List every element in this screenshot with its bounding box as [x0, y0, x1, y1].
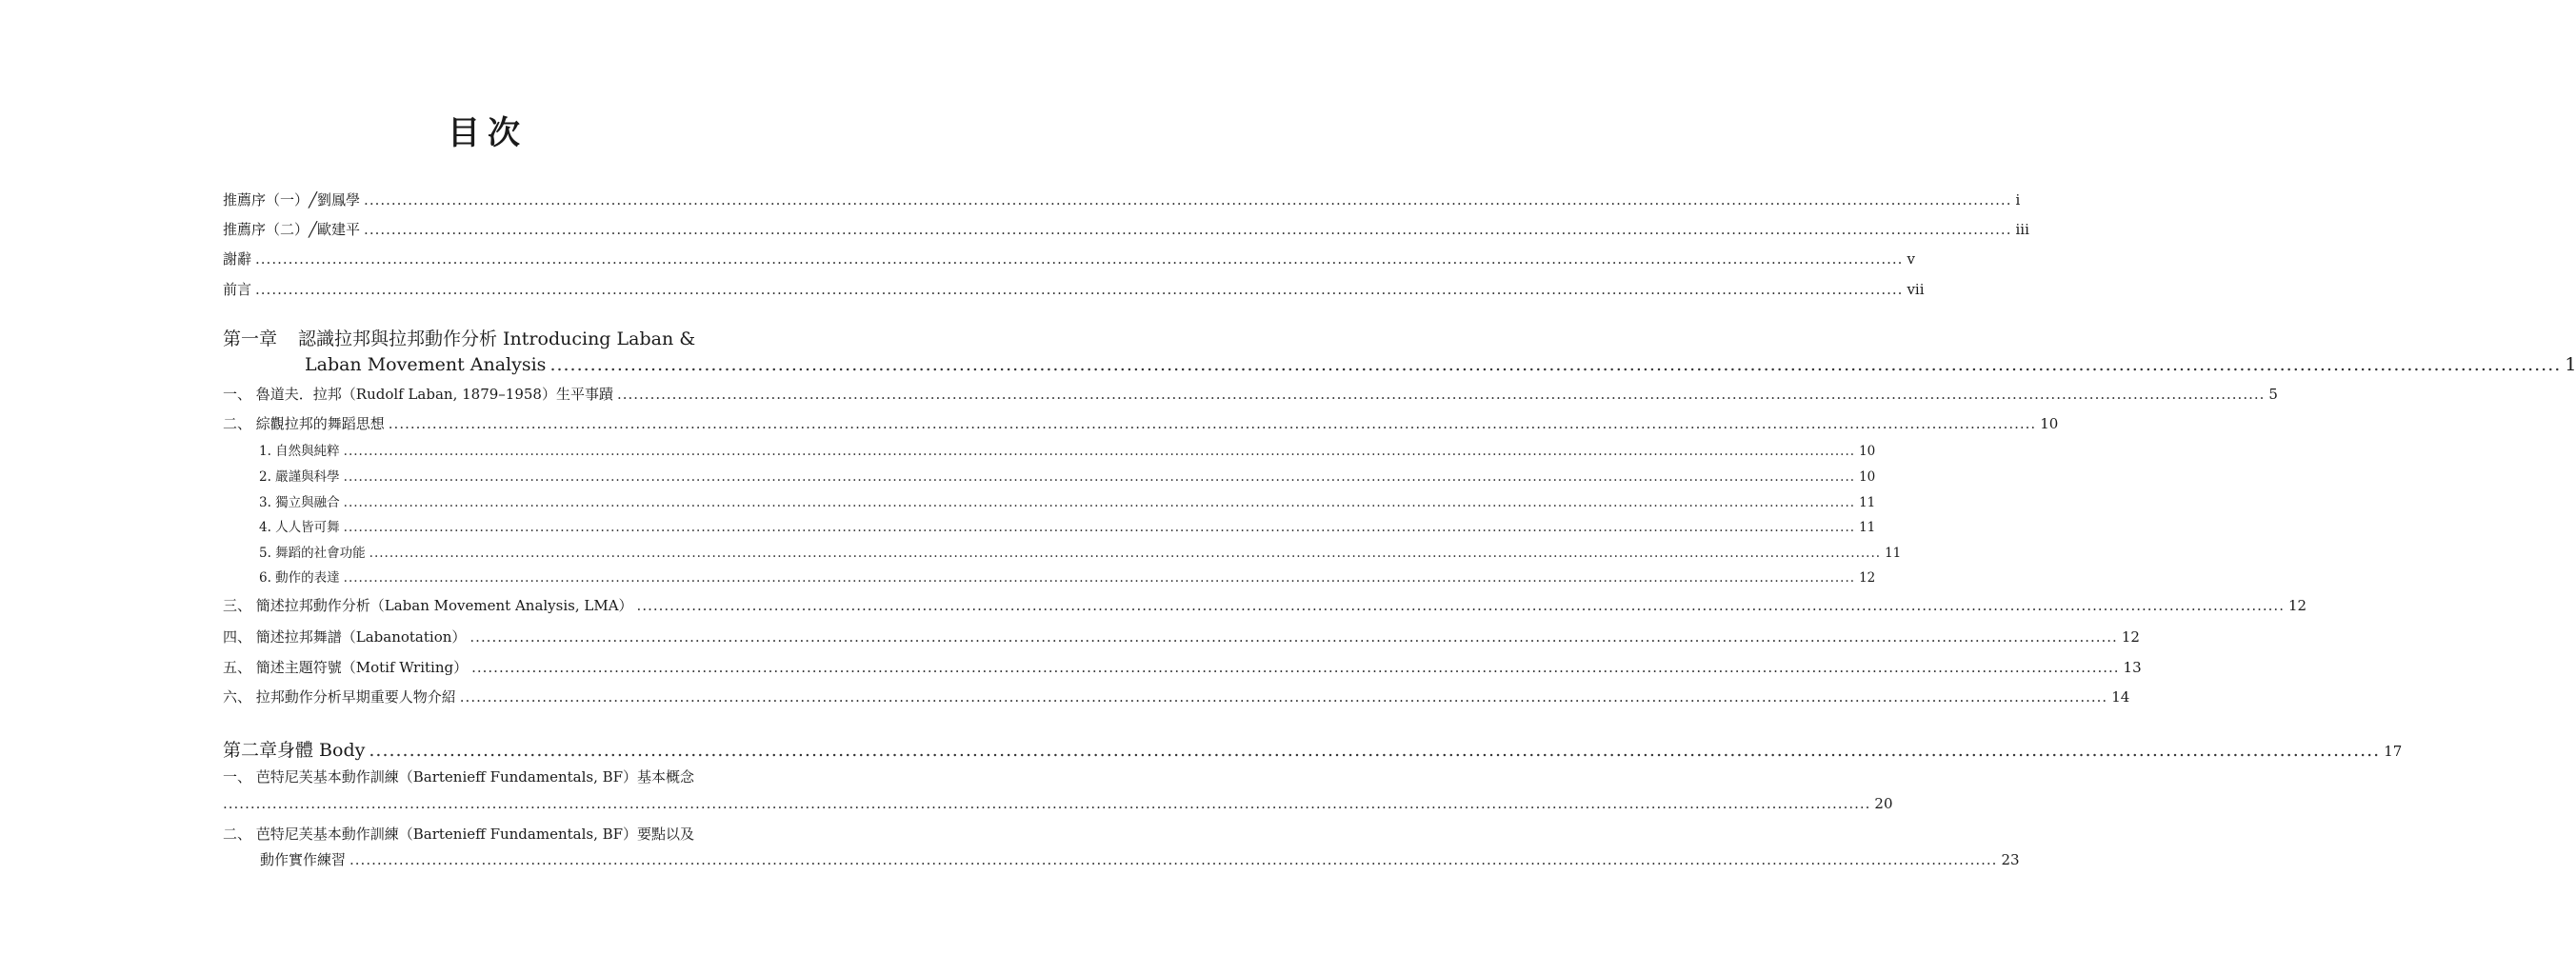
- toc-entry-page: i: [2015, 191, 2021, 209]
- toc-subsection-3: [259, 495, 1876, 511]
- toc-entry-page: 14: [2111, 688, 2130, 706]
- leader-dots: ............................................................................................................................................................................................................................................................................................................: [549, 354, 2562, 375]
- toc-entry-page: 11: [1859, 495, 1876, 510]
- toc-entry-label: 五、 簡述主題符號（Motif Writing）: [223, 659, 469, 676]
- leader-dots: ............................................................................................................................................................................................................................................................................................................: [364, 191, 2012, 209]
- toc-entry-page: 20: [1874, 795, 1893, 812]
- chapter-title-line-1: 認識拉邦與拉邦動作分析 Introducing Laban &: [298, 328, 696, 349]
- leader-dots: ............................................................................................................................................................................................................................................................................................................: [343, 570, 1856, 586]
- toc-entry-label: 推薦序（一）╱劉鳳學: [223, 191, 361, 209]
- toc-entry-page: 10: [1859, 469, 1876, 485]
- toc-entry-page: v: [1907, 250, 1915, 268]
- toc-entry-label: 前言: [223, 281, 252, 298]
- leader-dots: ............................................................................................................................................................................................................................................................................................................: [349, 851, 1998, 868]
- toc-subsection-6: [259, 570, 1876, 587]
- toc-entry-label: 2. 嚴謹與科學: [259, 469, 340, 485]
- toc-section-1-5: [223, 659, 2142, 676]
- toc-entry-label: 六、 拉邦動作分析早期重要人物介紹: [223, 688, 456, 706]
- toc-entry-label: 推薦序（二）╱歐建平: [223, 221, 361, 238]
- toc-entry-page: 12: [2287, 597, 2307, 614]
- toc-entry-page: 12: [1859, 570, 1876, 586]
- toc-entry-page: 5: [2268, 386, 2278, 403]
- leader-dots: ............................................................................................................................................................................................................................................................................................................: [616, 386, 2266, 403]
- toc-section-1-6: [223, 688, 2130, 706]
- toc-subsection-4: [259, 520, 1876, 536]
- toc-entry-page: 11: [1859, 520, 1876, 535]
- toc-entry-page: iii: [2015, 221, 2029, 238]
- leader-dots: ............................................................................................................................................................................................................................................................................................................: [636, 597, 2285, 614]
- toc-section-2-1-continuation: [223, 795, 1893, 812]
- chapter-label: 第二章: [223, 740, 278, 761]
- toc-entry-label: 動作實作練習: [260, 851, 347, 868]
- toc-entry-label: 三、 簡述拉邦動作分析（Laban Movement Analysis, LMA）: [223, 597, 633, 614]
- toc-entry-foreword-2: [223, 221, 2029, 238]
- toc-entry-acknowledgements: [223, 250, 1915, 268]
- toc-entry-label: 6. 動作的表達: [259, 570, 340, 586]
- toc-entry-label: 二、 綜觀拉邦的舞蹈思想: [223, 415, 385, 432]
- toc-section-1-3: [223, 597, 2307, 614]
- toc-section-1-4: [223, 628, 2140, 646]
- leader-dots: ............................................................................................................................................................................................................................................................................................................: [471, 659, 2120, 676]
- page-title: 目次: [448, 114, 528, 152]
- leader-dots: ............................................................................................................................................................................................................................................................................................................: [388, 415, 2037, 432]
- toc-subsection-5: [259, 546, 1902, 562]
- chapter-2-heading: [223, 740, 2403, 762]
- toc-entry-page: 17: [2384, 743, 2403, 760]
- toc-entry-preface: [223, 281, 1925, 298]
- chapter-title-line-2: Laban Movement Analysis: [305, 354, 547, 375]
- leader-dots: ............................................................................................................................................................................................................................................................................................................: [343, 495, 1856, 510]
- toc-entry-label: 謝辭: [223, 250, 252, 268]
- chapter-1-heading-line-2: [305, 354, 2576, 376]
- leader-dots: ............................................................................................................................................................................................................................................................................................................: [469, 628, 2118, 646]
- toc-section-2-1: [223, 769, 760, 786]
- leader-dots: ............................................................................................................................................................................................................................................................................................................: [255, 281, 1904, 298]
- toc-entry-page: vii: [1907, 281, 1925, 298]
- toc-entry-page: 1: [2565, 354, 2576, 375]
- toc-entry-page: 23: [2001, 851, 2020, 868]
- leader-dots: ............................................................................................................................................................................................................................................................................................................: [369, 546, 1882, 561]
- toc-subsection-2: [259, 469, 1876, 486]
- leader-dots: ............................................................................................................................................................................................................................................................................................................: [459, 688, 2108, 706]
- toc-section-1-2: [223, 415, 2059, 432]
- toc-subsection-1: [259, 444, 1876, 460]
- leader-dots: ............................................................................................................................................................................................................................................................................................................: [369, 740, 2381, 761]
- toc-entry-label: 四、 簡述拉邦舞譜（Labanotation）: [223, 628, 467, 646]
- toc-entry-label: 1. 自然與純粹: [259, 444, 340, 459]
- chapter-title: 身體 Body: [277, 740, 366, 761]
- chapter-label: 第一章: [223, 328, 278, 349]
- leader-dots: ............................................................................................................................................................................................................................................................................................................: [223, 795, 1871, 812]
- toc-entry-page: 13: [2123, 659, 2142, 676]
- toc-entry-label: 一、 芭特尼芙基本動作訓練（Bartenieff Fundamentals, BF）基本概念: [223, 768, 695, 786]
- toc-entry-label: 3. 獨立與融合: [259, 495, 340, 510]
- leader-dots: ............................................................................................................................................................................................................................................................................................................: [343, 520, 1856, 535]
- toc-entry-foreword-1: [223, 191, 2021, 209]
- toc-section-2-2-continuation: [260, 851, 2020, 868]
- toc-entry-page: 12: [2121, 628, 2140, 646]
- toc-entry-label: 5. 舞蹈的社會功能: [259, 546, 366, 561]
- toc-entry-page: 10: [2040, 415, 2059, 432]
- toc-entry-label: 二、 芭特尼芙基本動作訓練（Bartenieff Fundamentals, BF）要點以及: [223, 826, 695, 843]
- toc-entry-label: 4. 人人皆可舞: [259, 520, 340, 535]
- chapter-1-heading: [223, 329, 760, 350]
- leader-dots: ............................................................................................................................................................................................................................................................................................................: [343, 469, 1856, 485]
- toc-section-2-2: [223, 826, 760, 843]
- toc-entry-page: 11: [1885, 546, 1902, 561]
- toc-section-1-1: [223, 386, 2278, 403]
- toc-entry-page: 10: [1859, 444, 1876, 459]
- leader-dots: ............................................................................................................................................................................................................................................................................................................: [255, 250, 1904, 268]
- leader-dots: ............................................................................................................................................................................................................................................................................................................: [364, 221, 2012, 238]
- toc-entry-label: 一、 魯道夫．拉邦（Rudolf Laban, 1879–1958）生平事蹟: [223, 386, 613, 403]
- leader-dots: ............................................................................................................................................................................................................................................................................................................: [343, 444, 1856, 459]
